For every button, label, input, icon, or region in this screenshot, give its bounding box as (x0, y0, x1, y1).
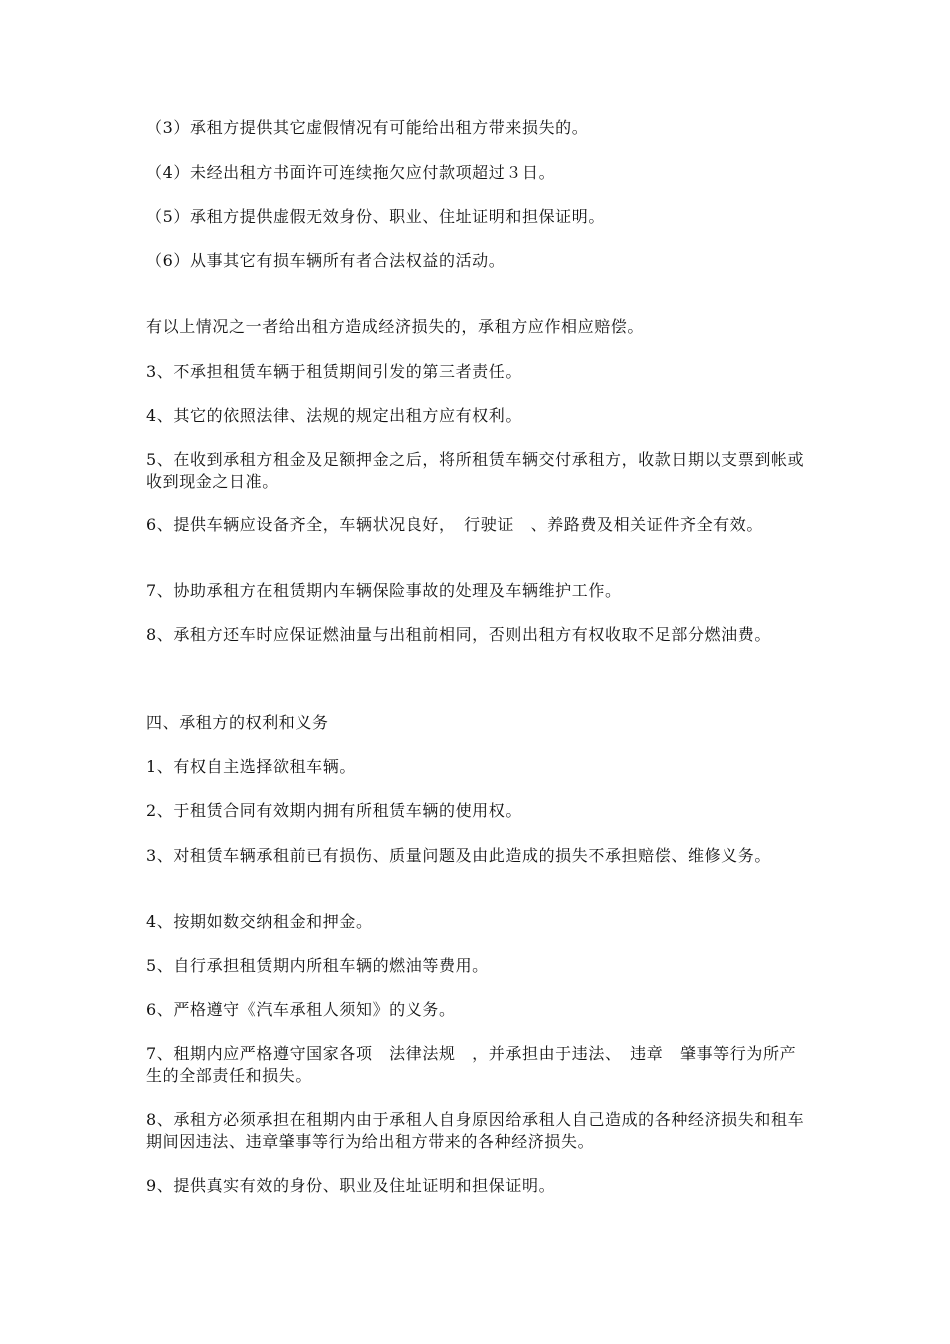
lessor-obligation-5: 5、在收到承租方租金及足额押金之后，将所租赁车辆交付承租方，收款日期以支票到帐或收到现金之日准。 (146, 450, 805, 491)
lessor-right-4: 4、其它的依照法律、法规的规定出租方应有权利。 (146, 406, 522, 425)
lessee-item-7: 7、租期内应严格遵守国家各项 法律法规 ，并承担由于违法、 违章 肇事等行为所产生的全部责任和损失。 (146, 1044, 797, 1085)
lessee-item-2: 2、于租赁合同有效期内拥有所租赁车辆的使用权。 (146, 801, 522, 820)
lessee-item-1: 1、有权自主选择欲租车辆。 (146, 757, 356, 776)
lessee-item-3: 3、对租赁车辆承租前已有损伤、质量问题及由此造成的损失不承担赔偿、维修义务。 (146, 846, 771, 865)
lessee-item-5: 5、自行承担租赁期内所租车辆的燃油等费用。 (146, 956, 489, 975)
lessee-item-9: 9、提供真实有效的身份、职业及住址证明和担保证明。 (146, 1176, 556, 1195)
lessee-item-4: 4、按期如数交纳租金和押金。 (146, 912, 373, 931)
clause-item-6: （6）从事其它有损车辆所有者合法权益的活动。 (146, 251, 506, 270)
lessee-item-6: 6、严格遵守《汽车承租人须知》的义务。 (146, 1000, 456, 1019)
lessor-right-3: 3、不承担租赁车辆于租赁期间引发的第三者责任。 (146, 362, 522, 381)
lessor-obligation-8: 8、承租方还车时应保证燃油量与出租前相同，否则出租方有权收取不足部分燃油费。 (146, 625, 771, 644)
clause-item-5: （5）承租方提供虚假无效身份、职业、住址证明和担保证明。 (146, 207, 605, 226)
section-heading-lessee: 四、承租方的权利和义务 (146, 713, 329, 732)
lessor-obligation-6: 6、提供车辆应设备齐全，车辆状况良好， 行驶证 、养路费及相关证件齐全有效。 (146, 515, 763, 534)
clause-item-3: （3）承租方提供其它虚假情况有可能给出租方带来损失的。 (146, 118, 589, 137)
lessor-obligation-7: 7、协助承租方在租赁期内车辆保险事故的处理及车辆维护工作。 (146, 581, 622, 600)
compensation-clause: 有以上情况之一者给出租方造成经济损失的，承租方应作相应赔偿。 (146, 317, 645, 336)
clause-item-4: （4）未经出租方书面许可连续拖欠应付款项超过３日。 (146, 163, 556, 182)
lessee-item-8: 8、承租方必须承担在租期内由于承租人自身原因给承租人自己造成的各种经济损失和租车期间因违法、违章肇事等行为给出租方带来的各种经济损失。 (146, 1110, 805, 1151)
